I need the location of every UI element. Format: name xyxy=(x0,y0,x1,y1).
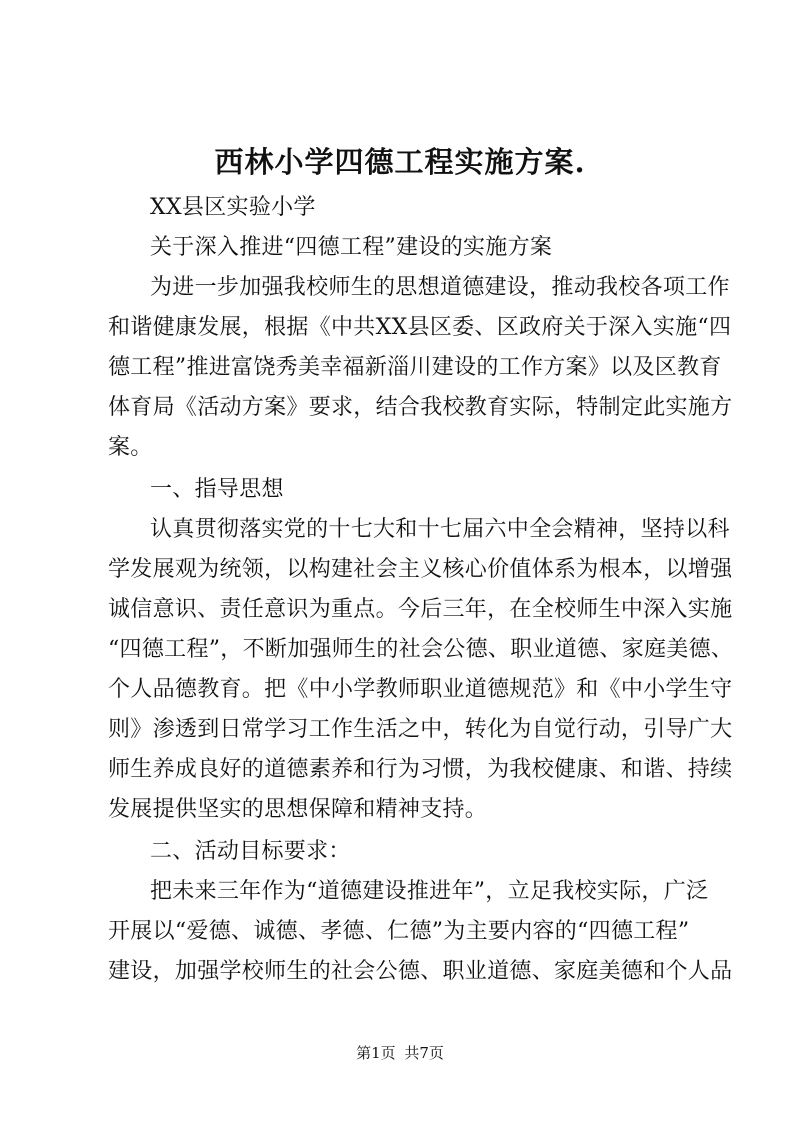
page-total: 共7页 xyxy=(404,1044,444,1062)
paragraph-line: 发展提供坚实的思想保障和精神支持。 xyxy=(108,797,488,822)
paragraph-line: 为进一步加强我校师生的思想道德建设，推动我校各项工作 xyxy=(150,275,730,300)
school-name-line: XX县区实验小学 xyxy=(150,195,316,220)
paragraph-line: 认真贯彻落实党的十七大和十七届六中全会精神，坚持以科 xyxy=(150,517,730,542)
paragraph-line: 德工程”推进富饶秀美幸福新淄川建设的工作方案》以及区教育 xyxy=(108,355,722,380)
paragraph-line: 个人品德教育。把《中小学教师职业道德规范》和《中小学生守 xyxy=(108,677,733,702)
section-heading-2: 二、活动目标要求： xyxy=(150,839,351,864)
page-number: 第1页 xyxy=(356,1044,396,1062)
paragraph-line: 案。 xyxy=(108,435,153,460)
paragraph-line: 师生养成良好的道德素养和行为习惯，为我校健康、和谐、持续 xyxy=(108,757,733,782)
paragraph-line: 则》渗透到日常学习工作生活之中，转化为自觉行动，引导广大 xyxy=(108,717,733,742)
paragraph-line: 体育局《活动方案》要求，结合我校教育实际，特制定此实施方 xyxy=(108,395,733,420)
subtitle-line: 关于深入推进“四德工程”建设的实施方案 xyxy=(150,235,553,260)
paragraph-line: 和谐健康发展，根据《中共XX县区委、区政府关于深入实施“四 xyxy=(108,315,732,340)
paragraph-line: 学发展观为统领，以构建社会主义核心价值体系为根本，以增强 xyxy=(108,557,733,582)
section-heading-1: 一、指导思想 xyxy=(150,477,284,502)
paragraph-line: 开展以“爱德、诚德、孝德、仁德”为主要内容的“四德工程” xyxy=(108,919,690,944)
paragraph-line: 把未来三年作为“道德建设推进年”，立足我校实际，广泛 xyxy=(150,879,709,904)
document-title: 西林小学四德工程实施方案. xyxy=(214,145,586,179)
page-footer xyxy=(0,1042,800,1063)
paragraph-line: 诚信意识、责任意识为重点。今后三年，在全校师生中深入实施 xyxy=(108,597,733,622)
paragraph-line: “四德工程”，不断加强师生的社会公德、职业道德、家庭美德、 xyxy=(108,637,734,662)
paragraph-line: 建设，加强学校师生的社会公德、职业道德、家庭美德和个人品 xyxy=(108,959,733,984)
